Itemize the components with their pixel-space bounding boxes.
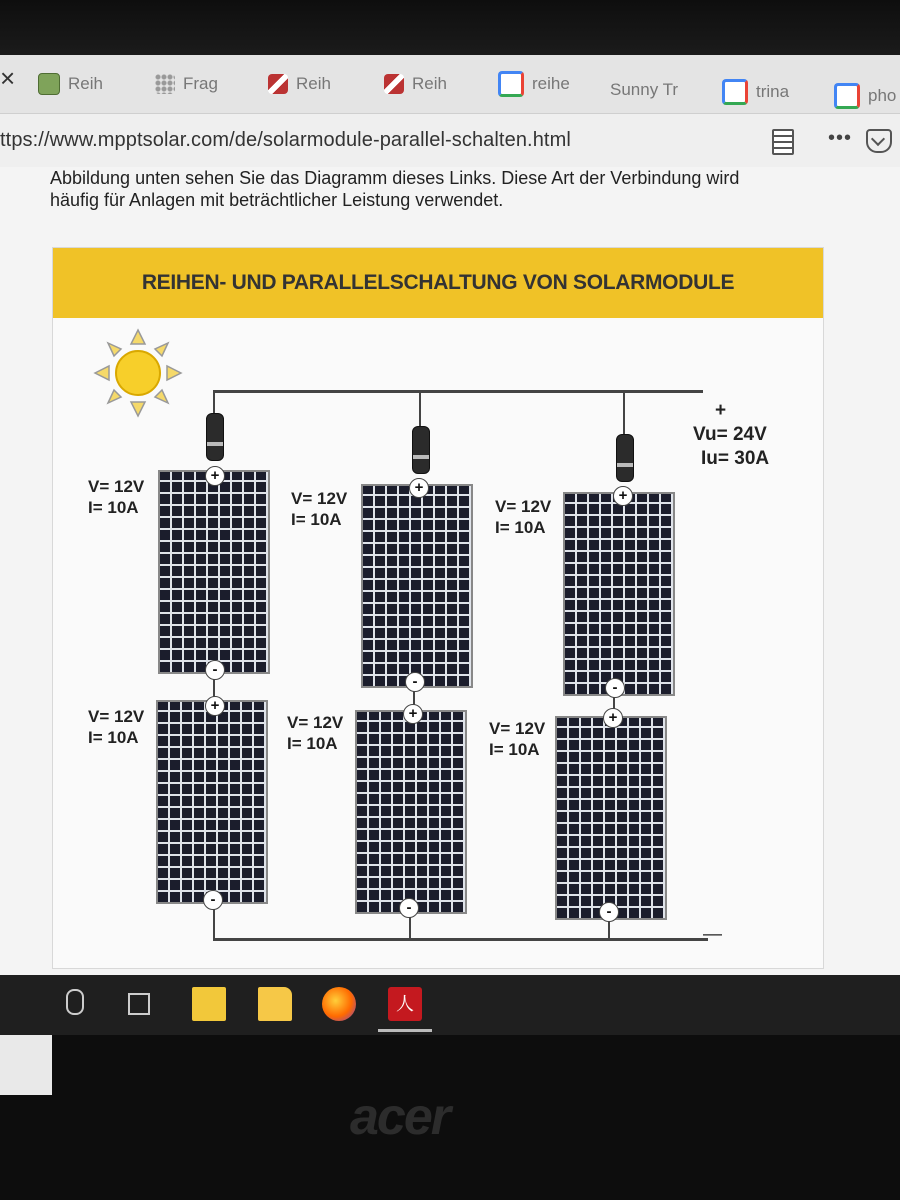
negative-terminal: - <box>203 890 223 910</box>
active-app-indicator <box>378 1029 432 1032</box>
page-content <box>0 167 900 977</box>
close-tab-icon[interactable]: × <box>0 63 16 93</box>
blocking-diode-3 <box>616 434 634 482</box>
positive-terminal: + <box>409 478 429 498</box>
blocking-diode-2 <box>412 426 430 474</box>
diagram-title: REIHEN- UND PARALLELSCHALTUNG VON SOLARMODULE <box>141 271 735 294</box>
panel-rating-label <box>287 712 343 754</box>
tab-label: reihe <box>532 74 570 93</box>
solar-panel <box>555 716 667 920</box>
tab-5[interactable] <box>498 69 570 99</box>
dots-app-icon <box>155 74 175 94</box>
microphone-icon[interactable] <box>66 989 84 1015</box>
negative-terminal: - <box>405 672 425 692</box>
positive-terminal: + <box>205 466 225 486</box>
panel-rating-label <box>489 718 545 760</box>
current-label: I= 10A <box>88 498 139 517</box>
negative-bus-wire <box>213 938 708 941</box>
solar-panel <box>355 710 467 914</box>
positive-terminal: + <box>205 696 225 716</box>
positive-terminal: + <box>613 486 633 506</box>
url-text[interactable]: ttps://www.mpptsolar.com/de/solarmodule-parallel-schalten.html <box>0 129 571 151</box>
tab-label: Sunny Tr <box>610 80 679 99</box>
reader-view-icon[interactable] <box>772 129 794 155</box>
diagram-banner <box>53 248 823 318</box>
tab-label: pho <box>868 86 897 105</box>
tab-6[interactable] <box>610 75 678 105</box>
google-icon <box>722 79 748 105</box>
voltage-label: V= 12V <box>291 489 348 508</box>
intro-line: Abbildung unten sehen Sie das Diagramm dieses Links. Diese Art der Verbindung wird <box>50 168 740 188</box>
negative-terminal: - <box>599 902 619 922</box>
output-plus: + <box>715 400 727 421</box>
taskbar <box>0 975 900 1035</box>
current-label: I= 10A <box>489 740 540 759</box>
glare-block <box>0 1035 52 1095</box>
panel-rating-label <box>88 476 144 518</box>
tab-2[interactable] <box>155 69 218 99</box>
more-menu-icon[interactable]: ••• <box>828 127 853 149</box>
tab-bar <box>0 55 900 114</box>
tab-4[interactable] <box>384 69 447 99</box>
google-icon <box>834 83 860 109</box>
tab-label: trina <box>756 82 790 101</box>
voltage-label: V= 12V <box>489 719 546 738</box>
negative-terminal: - <box>399 898 419 918</box>
intro-paragraph <box>50 167 840 211</box>
tab-label: Frag <box>183 74 218 93</box>
intro-line: häufig für Anlagen mit beträchtlicher Leistung verwendet. <box>50 190 504 210</box>
red-app-icon <box>384 74 404 94</box>
firefox-icon[interactable] <box>322 987 356 1021</box>
address-bar[interactable] <box>0 117 900 165</box>
return-wire-1 <box>213 908 215 940</box>
screen <box>0 55 900 1035</box>
output-minus: — <box>703 924 722 945</box>
money-app-icon[interactable] <box>192 987 226 1021</box>
negative-terminal: - <box>605 678 625 698</box>
green-app-icon <box>38 73 60 95</box>
solar-panel <box>361 484 473 688</box>
current-label: I= 10A <box>88 728 139 747</box>
tab-7[interactable] <box>722 77 789 107</box>
solar-panel <box>156 700 268 904</box>
brand-logo: acer <box>350 1088 449 1146</box>
task-view-icon[interactable] <box>128 993 150 1015</box>
positive-terminal: + <box>603 708 623 728</box>
output-current-label: Iu= 30A <box>701 448 770 469</box>
tab-1[interactable] <box>38 69 103 99</box>
current-label: I= 10A <box>495 518 546 537</box>
tab-label: Reih <box>68 74 103 93</box>
positive-bus-wire <box>213 390 703 393</box>
tab-8[interactable] <box>834 81 896 111</box>
panel-rating-label <box>495 496 551 538</box>
voltage-label: V= 12V <box>495 497 552 516</box>
laptop-bezel <box>0 1035 900 1200</box>
sun-icon <box>93 328 183 418</box>
red-app-icon <box>268 74 288 94</box>
positive-terminal: + <box>403 704 423 724</box>
voltage-label: V= 12V <box>88 707 145 726</box>
file-explorer-icon[interactable] <box>258 987 292 1021</box>
circuit-diagram <box>52 247 824 969</box>
pocket-icon[interactable] <box>866 129 892 153</box>
tab-3[interactable] <box>268 69 331 99</box>
monitor-bezel-top <box>0 0 900 60</box>
panel-rating-label <box>88 706 144 748</box>
output-voltage-label: Vu= 24V <box>693 424 767 445</box>
tab-label: Reih <box>296 74 331 93</box>
current-label: I= 10A <box>287 734 338 753</box>
negative-terminal: - <box>205 660 225 680</box>
current-label: I= 10A <box>291 510 342 529</box>
tab-label: Reih <box>412 74 447 93</box>
solar-panel <box>158 470 270 674</box>
solar-panel <box>563 492 675 696</box>
voltage-label: V= 12V <box>287 713 344 732</box>
panel-rating-label <box>291 488 347 530</box>
voltage-label: V= 12V <box>88 477 145 496</box>
google-icon <box>498 71 524 97</box>
blocking-diode-1 <box>206 413 224 461</box>
pdf-reader-icon[interactable]: 人 <box>388 987 422 1021</box>
